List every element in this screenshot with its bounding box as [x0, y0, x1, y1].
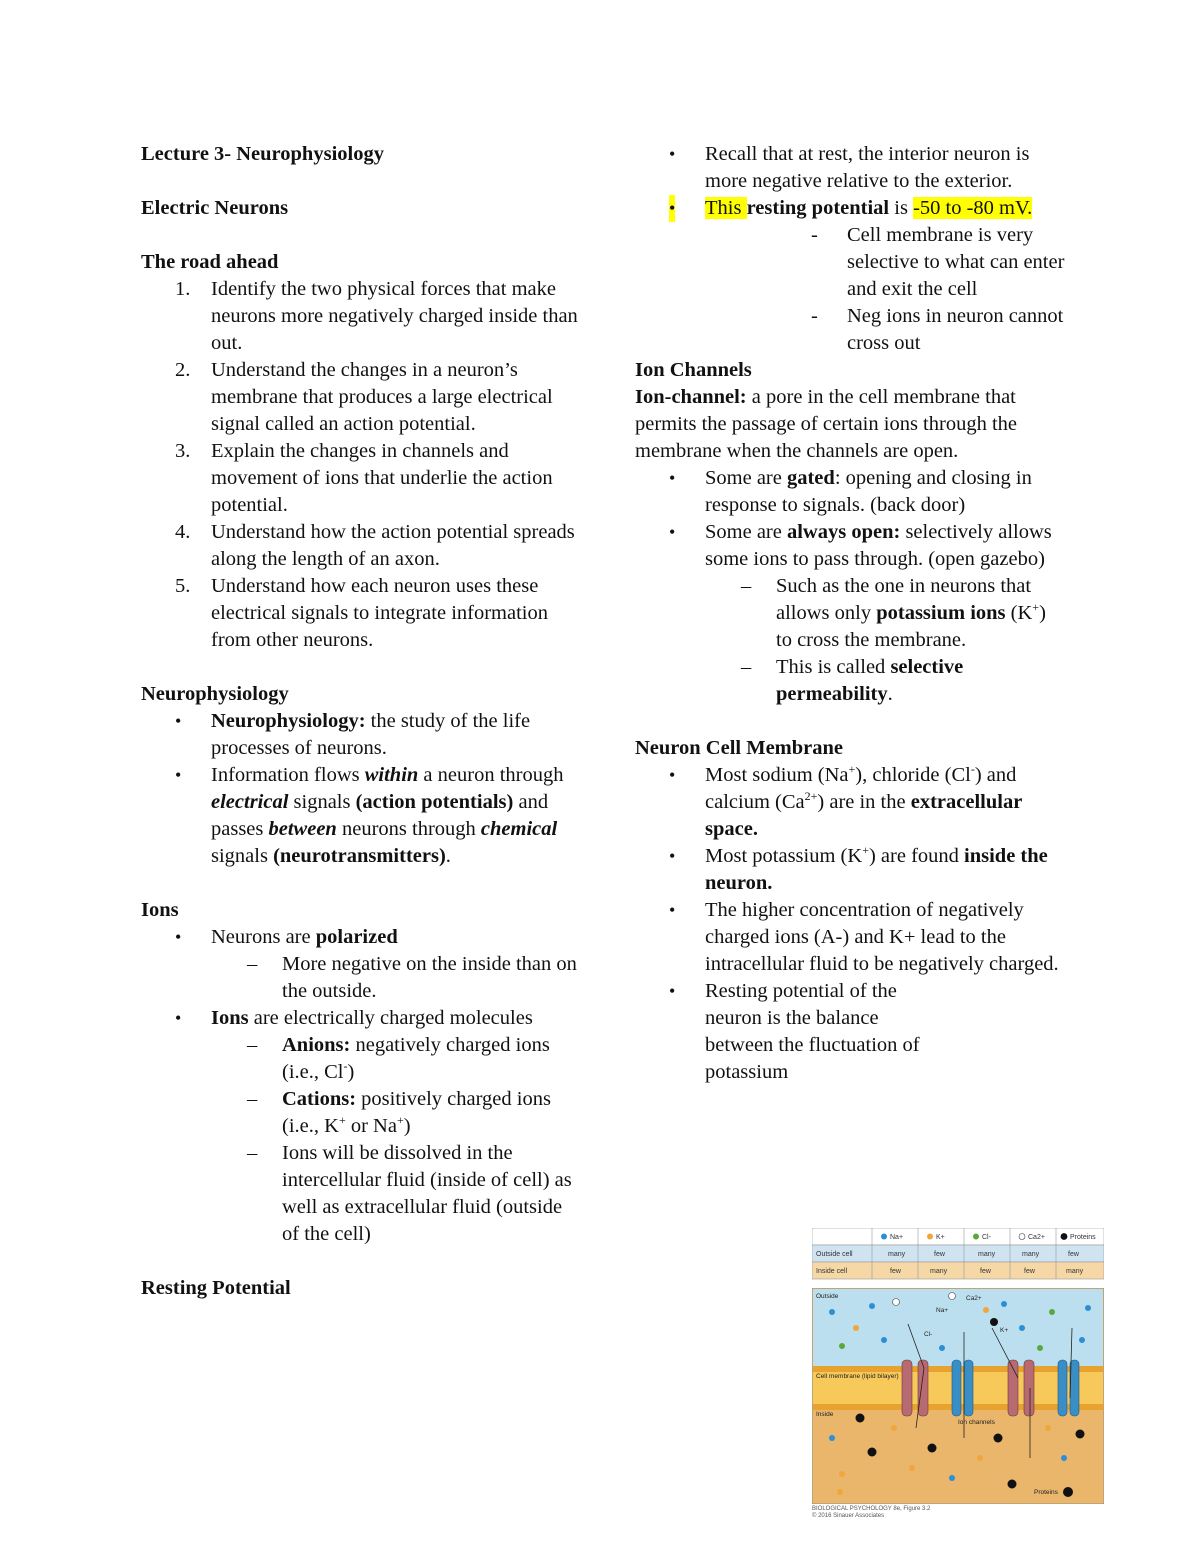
- list-item: 2. Understand the changes in a neuron’s membrane that produces a large electrical signal called an action potential.: [175, 359, 553, 435]
- label-inside: Inside: [816, 1411, 834, 1418]
- neurophysiology-heading: Neurophysiology: [141, 683, 289, 705]
- list-item: – Cations: positively charged ions (i.e., K+ or Na+): [247, 1088, 551, 1137]
- ions-list: [141, 924, 581, 1248]
- cell: many: [888, 1251, 906, 1258]
- list-item: - Neg ions in neuron cannot cross out: [811, 305, 1064, 354]
- road-ahead-list: [141, 276, 581, 654]
- neurophysiology-list: [141, 708, 581, 870]
- list-item: 5. Understand how each neuron uses these electrical signals to integrate information from other neurons.: [175, 575, 548, 651]
- label-ca: Ca2+: [966, 1295, 982, 1302]
- list-item: • Neurophysiology: the study of the life processes of neurons.: [175, 710, 531, 759]
- legend-cl-dot: [973, 1234, 979, 1240]
- cell: few: [1024, 1268, 1035, 1275]
- legend-protein-dot: [1061, 1233, 1068, 1240]
- list-item: • Information flows within a neuron through electrical signals (action potentials) and passes between neurons through chemical signals (neurotransmitters).: [175, 764, 564, 867]
- legend-k-dot: [927, 1234, 933, 1240]
- figure-credit: BIOLOGICAL PSYCHOLOGY 8e, Figure 3.2 © 2016 Sinauer Associates: [812, 1506, 931, 1519]
- row-outside-label: Outside cell: [816, 1251, 853, 1258]
- legend-cl: Cl-: [982, 1234, 991, 1241]
- ion-concentration-table: [812, 1228, 1104, 1280]
- ion-channels-heading: Ion Channels: [635, 359, 752, 381]
- neuron-cell-membrane-heading: Neuron Cell Membrane: [635, 737, 844, 759]
- list-item: • Some are gated: opening and closing in response to signals. (back door): [669, 467, 1032, 516]
- list-item: – Such as the one in neurons that allows only potassium ions (K+) to cross the membrane.: [741, 575, 1046, 651]
- subtitle: Electric Neurons: [141, 197, 289, 219]
- list-item: – This is called selective permeability.: [741, 656, 964, 705]
- cell: few: [980, 1268, 991, 1275]
- cell: few: [1068, 1251, 1079, 1258]
- channels-list: [635, 465, 1065, 708]
- legend-na-dot: [881, 1234, 887, 1240]
- label-proteins: Proteins: [1034, 1489, 1058, 1496]
- list-item: • Most potassium (K+) are found inside the neuron.: [669, 843, 1048, 894]
- resting-list: [635, 141, 1065, 357]
- list-item: - Cell membrane is very selective to what can enter and exit the cell: [811, 224, 1065, 300]
- list-item: • Ions are electrically charged molecules: [175, 1007, 533, 1029]
- list-item: • Some are always open: selectively allows some ions to pass through. (open gazebo): [669, 521, 1052, 570]
- row-inside-label: Inside cell: [816, 1268, 848, 1275]
- list-item: • This resting potential is -50 to -80 mV.: [635, 195, 1065, 222]
- list-item: • Recall that at rest, the interior neuron is more negative relative to the exterior.: [669, 143, 1030, 192]
- list-item: 1. Identify the two physical forces that make neurons more negatively charged inside than out.: [175, 278, 578, 354]
- label-ion-channels: Ion channels: [958, 1419, 995, 1426]
- left-column: [141, 141, 581, 1302]
- legend-k: K+: [936, 1234, 945, 1241]
- lecture-title: Lecture 3- Neurophysiology: [141, 143, 384, 165]
- right-column: [635, 141, 1065, 1086]
- ions-heading: Ions: [141, 899, 179, 921]
- label-k: K+: [1000, 1327, 1009, 1334]
- legend-na: Na+: [890, 1234, 904, 1241]
- list-item: – Ions will be dissolved in the intercellular fluid (inside of cell) as well as extracellular fluid (outside of the cell): [247, 1142, 572, 1245]
- cell: few: [890, 1268, 901, 1275]
- list-item: • Neurons are polarized: [175, 926, 398, 948]
- cell: many: [1066, 1268, 1084, 1275]
- ion-channel-definition: Ion-channel: a pore in the cell membrane that permits the passage of certain ions through the membrane when the channels are open.: [635, 386, 1017, 462]
- label-cl: Cl-: [924, 1331, 933, 1338]
- resting-potential-heading: Resting Potential: [141, 1277, 291, 1299]
- road-ahead-heading: The road ahead: [141, 251, 279, 273]
- legend-ca-dot: [1019, 1234, 1025, 1240]
- list-item: • Most sodium (Na+), chloride (Cl-) and calcium $(Ca^{2+})$ are in the extracellular space.: [669, 762, 1022, 840]
- cell: many: [978, 1251, 996, 1258]
- list-item: – Anions: negatively charged ions (i.e., Cl-): [247, 1034, 550, 1083]
- list-item: – More negative on the inside than on the outside.: [247, 953, 577, 1002]
- list-item: 3. Explain the changes in channels and movement of ions that underlie the action potential.: [175, 440, 553, 516]
- label-outside: Outside: [816, 1293, 839, 1300]
- label-membrane: Cell membrane (lipid bilayer): [816, 1373, 899, 1380]
- legend-ca: Ca2+: [1028, 1234, 1045, 1241]
- list-item: • The higher concentration of negatively charged ions (A-) and K+ lead to the intracellular fluid to be negatively charged.: [669, 899, 1059, 975]
- cell: few: [934, 1251, 945, 1258]
- cell: many: [1022, 1251, 1040, 1258]
- membrane-list: [635, 762, 1065, 1086]
- cell: many: [930, 1268, 948, 1275]
- resting-value-highlight: -50 to -80 mV.: [913, 197, 1033, 219]
- legend-proteins: Proteins: [1070, 1234, 1096, 1241]
- label-na: Na+: [936, 1307, 949, 1314]
- list-item: • Resting potential of the neuron is the balance between the fluctuation of potassium: [669, 980, 920, 1083]
- membrane-diagram: [812, 1288, 1104, 1504]
- list-item: 4. Understand how the action potential spreads along the length of an axon.: [175, 521, 575, 570]
